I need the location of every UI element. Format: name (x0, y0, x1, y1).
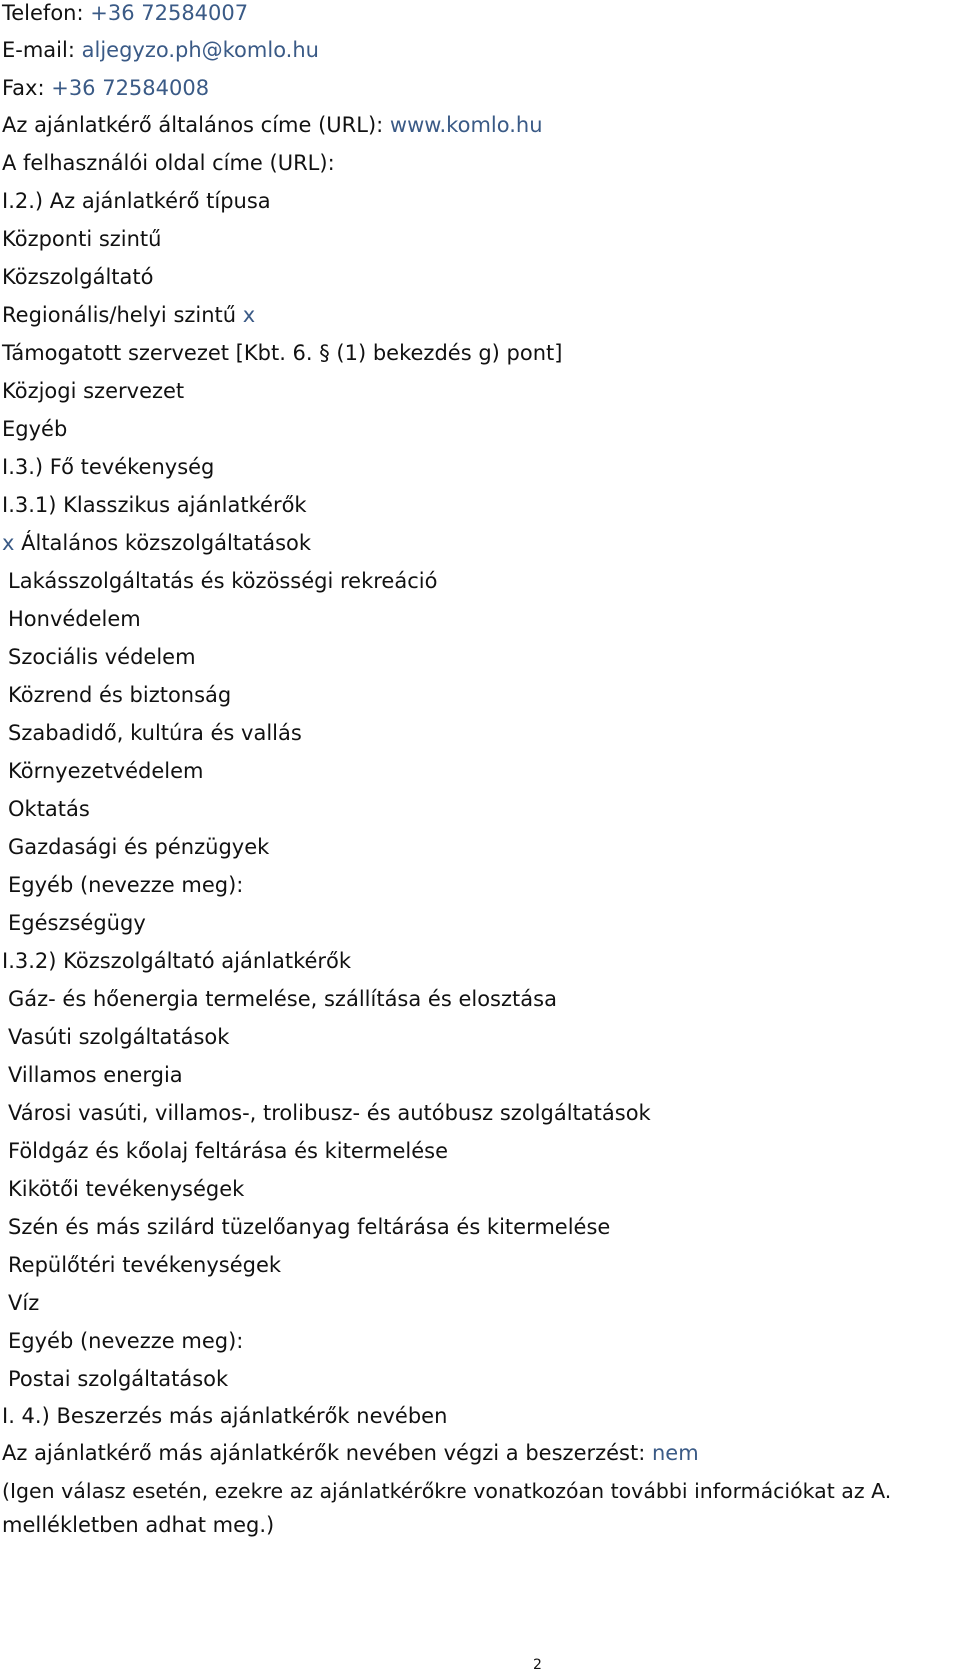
phone-label: Telefon: (2, 1, 84, 25)
type-option-selected (2, 302, 255, 328)
purchasing-question-line (2, 1440, 699, 1466)
classic-item: Gazdasági és pénzügyek (8, 835, 270, 859)
fax-label: Fax: (2, 76, 45, 100)
purchasing-note: (Igen válasz esetén, ezekre az ajánlatkérőkre vonatkozóan további információkat az A. (2, 1479, 892, 1503)
utility-item: Városi vasúti, villamos-, trolibusz- és autóbusz szolgáltatások (8, 1101, 651, 1125)
user-url-line (2, 150, 335, 176)
email-value[interactable]: aljegyzo.ph@komlo.hu (81, 38, 319, 62)
classic-item: Egyéb (nevezze meg): (8, 873, 244, 897)
type-option: Közjogi szervezet (2, 379, 185, 403)
classic-item: Közrend és biztonság (8, 683, 232, 707)
classic-heading: I.3.1) Klasszikus ajánlatkérők (2, 493, 307, 517)
fax-line (2, 75, 209, 101)
utility-item: Repülőtéri tevékenységek (8, 1253, 282, 1277)
utility-item: Földgáz és kőolaj feltárása és kitermelése (8, 1139, 449, 1163)
classic-item-selected (2, 530, 311, 556)
classic-item-label: Általános közszolgáltatások (21, 531, 312, 555)
selected-mark: x (2, 531, 15, 555)
type-option: Támogatott szervezet [Kbt. 6. § (1) bekezdés g) pont] (2, 341, 563, 365)
purchasing-note: mellékletben adhat meg.) (2, 1513, 275, 1537)
classic-item: Egészségügy (8, 911, 146, 935)
phone-line (2, 0, 248, 26)
selected-mark: x (242, 303, 256, 327)
utility-item: Villamos energia (8, 1063, 183, 1087)
utility-item: Kikötői tevékenységek (8, 1177, 245, 1201)
user-url-label: A felhasználói oldal címe (URL): (2, 151, 335, 175)
utility-item: Postai szolgáltatások (8, 1367, 229, 1391)
type-option: Közszolgáltató (2, 265, 154, 289)
classic-item: Lakásszolgáltatás és közösségi rekreáció (8, 569, 438, 593)
classic-item: Szabadidő, kultúra és vallás (8, 721, 302, 745)
classic-item: Környezetvédelem (8, 759, 204, 783)
email-label: E-mail: (2, 38, 75, 62)
utility-item: Vasúti szolgáltatások (8, 1025, 230, 1049)
classic-item: Honvédelem (8, 607, 141, 631)
email-line (2, 37, 319, 63)
utility-item: Víz (8, 1291, 40, 1315)
purchasing-answer: nem (652, 1441, 699, 1465)
url-line (2, 112, 543, 138)
phone-value: +36 72584007 (90, 1, 249, 25)
fax-value: +36 72584008 (51, 76, 210, 100)
utility-item: Szén és más szilárd tüzelőanyag feltárása és kitermelése (8, 1215, 611, 1239)
utility-item: Gáz- és hőenergia termelése, szállítása és elosztása (8, 987, 557, 1011)
purchasing-heading: I. 4.) Beszerzés más ajánlatkérők nevében (2, 1404, 448, 1428)
utility-heading: I.3.2) Közszolgáltató ajánlatkérők (2, 949, 352, 973)
purchasing-question: Az ajánlatkérő más ajánlatkérők nevében végzi a beszerzést: (2, 1441, 646, 1465)
page-number: 2 (533, 1657, 542, 1673)
url-value[interactable]: www.komlo.hu (389, 113, 543, 137)
type-option: Egyéb (2, 417, 68, 441)
classic-item: Oktatás (8, 797, 90, 821)
type-heading: I.2.) Az ajánlatkérő típusa (2, 189, 271, 213)
url-label: Az ajánlatkérő általános címe (URL): (2, 113, 384, 137)
type-option-label: Regionális/helyi szintű (2, 303, 237, 327)
classic-item: Szociális védelem (8, 645, 196, 669)
utility-item: Egyéb (nevezze meg): (8, 1329, 244, 1353)
activity-heading: I.3.) Fő tevékenység (2, 455, 215, 479)
type-option: Központi szintű (2, 227, 162, 251)
